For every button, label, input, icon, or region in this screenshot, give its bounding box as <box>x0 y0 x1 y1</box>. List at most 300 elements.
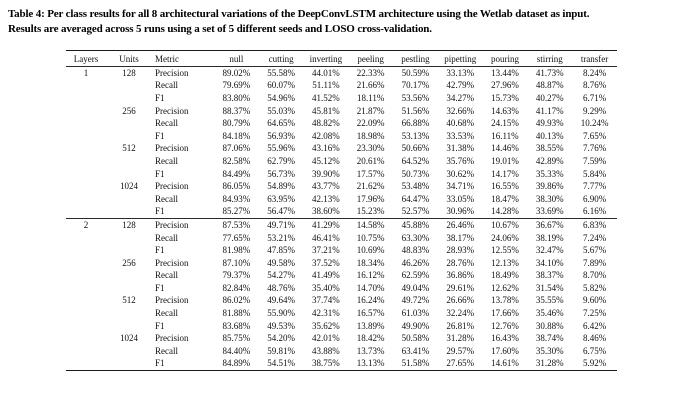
value-cell: 26.81% <box>446 320 475 331</box>
value-cell: 9.29% <box>582 105 607 116</box>
value-cell: 16.55% <box>491 181 519 192</box>
value-cell: 6.83% <box>582 219 607 230</box>
value-cell: 45.81% <box>312 105 340 116</box>
value-cell: 49.58% <box>267 257 296 268</box>
metric-cell: Recall <box>155 193 178 204</box>
layers-cell: 1 <box>83 67 89 78</box>
value-cell: 41.73% <box>535 67 564 78</box>
value-cell: 12.76% <box>491 320 519 331</box>
value-cell: 29.61% <box>446 282 475 293</box>
metric-cell: Recall <box>155 155 178 166</box>
layers-cell <box>66 205 106 218</box>
units-cell <box>106 269 152 282</box>
table-row <box>66 256 617 269</box>
value-cell: 42.13% <box>312 193 340 204</box>
units-cell <box>106 205 152 218</box>
table-caption-line2: Results are averaged across 5 runs using a set of 5 different seeds and LOSO cross-validation. <box>8 23 432 35</box>
value-cell: 8.76% <box>582 80 607 91</box>
value-cell: 61.03% <box>401 308 430 319</box>
layers-cell <box>66 104 106 117</box>
value-cell: 31.38% <box>446 143 475 154</box>
value-cell: 46.41% <box>312 232 340 243</box>
column-header-transfer: transfer <box>580 53 609 64</box>
value-cell: 49.64% <box>267 295 296 306</box>
value-cell: 17.57% <box>356 168 385 179</box>
value-cell: 14.70% <box>356 282 385 293</box>
value-cell: 17.96% <box>356 193 385 204</box>
value-cell: 18.11% <box>356 92 385 103</box>
value-cell: 48.87% <box>535 80 564 91</box>
value-cell: 87.06% <box>222 143 251 154</box>
table-row <box>66 218 617 231</box>
value-cell: 43.16% <box>312 143 340 154</box>
value-cell: 35.76% <box>446 155 475 166</box>
layers-cell <box>66 307 106 320</box>
value-cell: 5.82% <box>582 282 607 293</box>
table-header-row <box>66 51 617 67</box>
table-row <box>66 307 617 320</box>
value-cell: 87.53% <box>222 219 251 230</box>
value-cell: 79.69% <box>222 80 251 91</box>
value-cell: 24.15% <box>491 118 519 129</box>
layers-cell <box>66 117 106 130</box>
value-cell: 5.67% <box>582 245 607 256</box>
value-cell: 51.56% <box>401 105 430 116</box>
value-cell: 6.16% <box>582 206 607 217</box>
value-cell: 13.78% <box>491 295 519 306</box>
value-cell: 53.13% <box>401 130 430 141</box>
units-cell <box>106 92 152 105</box>
table-body <box>66 66 617 370</box>
value-cell: 62.59% <box>401 270 430 281</box>
value-cell: 8.46% <box>582 333 607 344</box>
table-row <box>66 345 617 358</box>
table-row <box>66 66 617 79</box>
value-cell: 42.79% <box>446 80 475 91</box>
column-header-null: null <box>229 53 244 64</box>
layers-cell <box>66 167 106 180</box>
value-cell: 38.55% <box>535 143 564 154</box>
value-cell: 37.74% <box>312 295 340 306</box>
value-cell: 84.93% <box>222 193 251 204</box>
table-caption <box>8 7 679 37</box>
value-cell: 7.59% <box>582 155 607 166</box>
value-cell: 7.24% <box>582 232 607 243</box>
value-cell: 49.90% <box>401 320 430 331</box>
units-cell <box>106 231 152 244</box>
value-cell: 24.06% <box>491 232 519 243</box>
value-cell: 33.53% <box>446 130 475 141</box>
value-cell: 39.86% <box>535 181 564 192</box>
value-cell: 82.58% <box>222 155 251 166</box>
value-cell: 38.19% <box>535 232 564 243</box>
layers-cell <box>66 155 106 168</box>
layers-cell <box>66 282 106 295</box>
value-cell: 49.53% <box>267 320 296 331</box>
value-cell: 84.89% <box>222 358 251 369</box>
table-row <box>66 231 617 244</box>
value-cell: 38.60% <box>312 206 340 217</box>
table-row <box>66 104 617 117</box>
value-cell: 35.62% <box>312 320 340 331</box>
value-cell: 8.24% <box>582 67 607 78</box>
value-cell: 22.33% <box>356 67 385 78</box>
value-cell: 35.30% <box>535 345 564 356</box>
table-row <box>66 294 617 307</box>
table-row <box>66 282 617 295</box>
value-cell: 7.77% <box>582 181 607 192</box>
value-cell: 13.89% <box>356 320 385 331</box>
value-cell: 21.62% <box>356 181 385 192</box>
value-cell: 31.28% <box>535 358 564 369</box>
column-header-stirring: stirring <box>536 53 563 64</box>
value-cell: 18.49% <box>491 270 519 281</box>
layers-cell <box>66 269 106 282</box>
value-cell: 30.62% <box>446 168 475 179</box>
value-cell: 62.79% <box>267 155 296 166</box>
table-caption-line1: Table 4: Per class results for all 8 architectural variations of the DeepConvLSTM architecture using the Wetlab dataset as input. <box>8 8 590 20</box>
units-cell: 128 <box>122 67 136 78</box>
value-cell: 16.24% <box>356 295 385 306</box>
value-cell: 47.85% <box>267 245 296 256</box>
value-cell: 82.84% <box>222 282 251 293</box>
table-row <box>66 205 617 218</box>
value-cell: 55.96% <box>267 143 296 154</box>
metric-cell: F1 <box>155 92 165 103</box>
value-cell: 50.58% <box>401 333 430 344</box>
value-cell: 38.37% <box>535 270 564 281</box>
units-cell <box>106 79 152 92</box>
metric-cell: Precision <box>155 295 189 306</box>
value-cell: 38.75% <box>312 358 340 369</box>
value-cell: 8.70% <box>582 270 607 281</box>
value-cell: 64.65% <box>267 118 296 129</box>
value-cell: 35.55% <box>535 295 564 306</box>
value-cell: 35.40% <box>312 282 340 293</box>
layers-cell: 2 <box>83 219 89 230</box>
value-cell: 6.75% <box>582 345 607 356</box>
value-cell: 45.12% <box>312 155 340 166</box>
column-header-pipetting: pipetting <box>444 53 477 64</box>
value-cell: 48.76% <box>267 282 296 293</box>
metric-cell: Recall <box>155 118 178 129</box>
metric-cell: Precision <box>155 181 189 192</box>
column-header-peeling: peeling <box>357 53 384 64</box>
value-cell: 87.10% <box>222 257 251 268</box>
metric-cell: F1 <box>155 168 165 179</box>
units-cell: 256 <box>122 257 136 268</box>
value-cell: 27.96% <box>491 80 519 91</box>
metric-cell: Recall <box>155 308 178 319</box>
table-row <box>66 180 617 193</box>
layers-cell <box>66 231 106 244</box>
value-cell: 37.52% <box>312 257 340 268</box>
table-row <box>66 332 617 345</box>
layers-cell <box>66 332 106 345</box>
units-cell <box>106 357 152 370</box>
metric-cell: F1 <box>155 282 165 293</box>
value-cell: 28.76% <box>446 257 475 268</box>
units-cell: 256 <box>122 105 136 116</box>
value-cell: 32.47% <box>535 245 564 256</box>
value-cell: 81.98% <box>222 245 251 256</box>
column-header-cutting: cutting <box>268 53 294 64</box>
value-cell: 41.52% <box>312 92 340 103</box>
value-cell: 13.13% <box>356 358 385 369</box>
units-cell <box>106 319 152 332</box>
value-cell: 41.49% <box>312 270 340 281</box>
value-cell: 6.71% <box>582 92 607 103</box>
metric-cell: Precision <box>155 105 189 116</box>
value-cell: 33.05% <box>446 193 475 204</box>
value-cell: 64.52% <box>401 155 430 166</box>
value-cell: 54.51% <box>267 358 296 369</box>
value-cell: 89.02% <box>222 67 251 78</box>
value-cell: 49.72% <box>401 295 430 306</box>
metric-cell: Precision <box>155 333 189 344</box>
value-cell: 85.27% <box>222 206 251 217</box>
value-cell: 64.47% <box>401 193 430 204</box>
units-cell: 512 <box>122 295 136 306</box>
value-cell: 19.01% <box>491 155 519 166</box>
value-cell: 86.05% <box>222 181 251 192</box>
metric-cell: Recall <box>155 80 178 91</box>
value-cell: 14.28% <box>491 206 519 217</box>
value-cell: 5.84% <box>582 168 607 179</box>
value-cell: 18.34% <box>356 257 385 268</box>
value-cell: 32.24% <box>446 308 475 319</box>
value-cell: 42.31% <box>312 308 340 319</box>
units-cell <box>106 345 152 358</box>
value-cell: 39.90% <box>312 168 340 179</box>
units-cell <box>106 155 152 168</box>
value-cell: 35.46% <box>535 308 564 319</box>
value-cell: 83.68% <box>222 320 251 331</box>
value-cell: 18.42% <box>356 333 385 344</box>
value-cell: 50.59% <box>401 67 430 78</box>
table-row <box>66 319 617 332</box>
value-cell: 88.37% <box>222 105 251 116</box>
value-cell: 85.75% <box>222 333 251 344</box>
value-cell: 9.60% <box>582 295 607 306</box>
value-cell: 21.66% <box>356 80 385 91</box>
table-row <box>66 167 617 180</box>
metric-cell: Precision <box>155 257 189 268</box>
value-cell: 10.24% <box>580 118 609 129</box>
value-cell: 16.12% <box>356 270 385 281</box>
metric-cell: Recall <box>155 232 178 243</box>
value-cell: 12.62% <box>491 282 519 293</box>
value-cell: 18.47% <box>491 193 519 204</box>
value-cell: 49.93% <box>535 118 564 129</box>
value-cell: 46.26% <box>401 257 430 268</box>
layers-cell <box>66 256 106 269</box>
value-cell: 15.23% <box>356 206 385 217</box>
value-cell: 80.79% <box>222 118 251 129</box>
value-cell: 16.11% <box>491 130 519 141</box>
value-cell: 43.77% <box>312 181 340 192</box>
layers-cell <box>66 79 106 92</box>
value-cell: 33.69% <box>535 206 564 217</box>
value-cell: 23.30% <box>356 143 385 154</box>
value-cell: 53.56% <box>401 92 430 103</box>
column-header-layers: Layers <box>73 53 99 64</box>
value-cell: 16.43% <box>491 333 519 344</box>
value-cell: 6.90% <box>582 193 607 204</box>
value-cell: 13.44% <box>491 67 519 78</box>
value-cell: 60.07% <box>267 80 296 91</box>
units-cell: 128 <box>122 219 136 230</box>
value-cell: 12.55% <box>491 245 519 256</box>
layers-cell <box>66 319 106 332</box>
value-cell: 37.21% <box>312 245 340 256</box>
table-row <box>66 142 617 155</box>
units-cell <box>106 282 152 295</box>
units-cell <box>106 167 152 180</box>
value-cell: 22.09% <box>356 118 385 129</box>
units-cell <box>106 307 152 320</box>
value-cell: 30.88% <box>535 320 564 331</box>
value-cell: 20.61% <box>356 155 385 166</box>
per-class-results-table <box>66 50 617 371</box>
value-cell: 79.37% <box>222 270 251 281</box>
value-cell: 42.08% <box>312 130 340 141</box>
metric-cell: F1 <box>155 130 165 141</box>
metric-cell: F1 <box>155 358 165 369</box>
value-cell: 52.57% <box>401 206 430 217</box>
value-cell: 14.46% <box>491 143 519 154</box>
value-cell: 45.88% <box>401 219 430 230</box>
value-cell: 5.92% <box>582 358 607 369</box>
value-cell: 31.54% <box>535 282 564 293</box>
value-cell: 42.89% <box>535 155 564 166</box>
value-cell: 15.73% <box>491 92 519 103</box>
table-row <box>66 269 617 282</box>
units-cell: 1024 <box>120 181 138 192</box>
value-cell: 17.66% <box>491 308 519 319</box>
metric-cell: F1 <box>155 320 165 331</box>
value-cell: 84.40% <box>222 345 251 356</box>
value-cell: 40.68% <box>446 118 475 129</box>
layers-cell <box>66 345 106 358</box>
value-cell: 84.18% <box>222 130 251 141</box>
value-cell: 10.69% <box>356 245 385 256</box>
value-cell: 14.61% <box>491 358 519 369</box>
value-cell: 36.67% <box>535 219 564 230</box>
value-cell: 40.27% <box>535 92 564 103</box>
value-cell: 50.73% <box>401 168 430 179</box>
value-cell: 16.57% <box>356 308 385 319</box>
value-cell: 53.21% <box>267 232 296 243</box>
value-cell: 55.58% <box>267 67 296 78</box>
value-cell: 14.58% <box>356 219 385 230</box>
table-row <box>66 117 617 130</box>
value-cell: 63.95% <box>267 193 296 204</box>
value-cell: 32.66% <box>446 105 475 116</box>
value-cell: 48.83% <box>401 245 430 256</box>
value-cell: 84.49% <box>222 168 251 179</box>
value-cell: 38.74% <box>535 333 564 344</box>
value-cell: 42.01% <box>312 333 340 344</box>
table-row <box>66 129 617 142</box>
table-header <box>66 51 617 67</box>
units-cell <box>106 244 152 257</box>
value-cell: 55.03% <box>267 105 296 116</box>
column-header-inverting: inverting <box>309 53 343 64</box>
value-cell: 14.63% <box>491 105 519 116</box>
value-cell: 51.58% <box>401 358 430 369</box>
value-cell: 44.01% <box>312 67 340 78</box>
metric-cell: Precision <box>155 67 189 78</box>
value-cell: 7.25% <box>582 308 607 319</box>
metric-cell: F1 <box>155 206 165 217</box>
column-header-pestling: pestling <box>401 53 430 64</box>
value-cell: 10.67% <box>491 219 519 230</box>
value-cell: 30.96% <box>446 206 475 217</box>
value-cell: 41.17% <box>535 105 564 116</box>
value-cell: 40.13% <box>535 130 564 141</box>
value-cell: 31.28% <box>446 333 475 344</box>
layers-cell <box>66 129 106 142</box>
metric-cell: F1 <box>155 245 165 256</box>
column-header-pouring: pouring <box>490 53 519 64</box>
metric-cell: Recall <box>155 345 178 356</box>
value-cell: 14.17% <box>491 168 519 179</box>
value-cell: 77.65% <box>222 232 251 243</box>
value-cell: 70.17% <box>401 80 430 91</box>
value-cell: 7.76% <box>582 143 607 154</box>
value-cell: 21.87% <box>356 105 385 116</box>
layers-cell <box>66 192 106 205</box>
value-cell: 56.93% <box>267 130 296 141</box>
value-cell: 54.96% <box>267 92 296 103</box>
value-cell: 48.82% <box>312 118 340 129</box>
value-cell: 34.27% <box>446 92 475 103</box>
value-cell: 66.88% <box>401 118 430 129</box>
value-cell: 38.17% <box>446 232 475 243</box>
units-cell <box>106 117 152 130</box>
units-cell <box>106 192 152 205</box>
value-cell: 63.41% <box>401 345 430 356</box>
value-cell: 55.90% <box>267 308 296 319</box>
value-cell: 54.27% <box>267 270 296 281</box>
metric-cell: Precision <box>155 219 189 230</box>
table-row <box>66 357 617 370</box>
value-cell: 33.13% <box>446 67 475 78</box>
layers-cell <box>66 357 106 370</box>
value-cell: 34.10% <box>535 257 564 268</box>
value-cell: 6.42% <box>582 320 607 331</box>
layers-cell <box>66 294 106 307</box>
value-cell: 34.71% <box>446 181 475 192</box>
metric-cell: Recall <box>155 270 178 281</box>
table-row <box>66 244 617 257</box>
value-cell: 27.65% <box>446 358 475 369</box>
value-cell: 50.66% <box>401 143 430 154</box>
value-cell: 17.60% <box>491 345 519 356</box>
value-cell: 29.57% <box>446 345 475 356</box>
value-cell: 38.30% <box>535 193 564 204</box>
units-cell: 1024 <box>120 333 138 344</box>
value-cell: 59.81% <box>267 345 296 356</box>
value-cell: 81.88% <box>222 308 251 319</box>
metric-cell: Precision <box>155 143 189 154</box>
units-cell <box>106 129 152 142</box>
value-cell: 56.47% <box>267 206 296 217</box>
value-cell: 83.80% <box>222 92 251 103</box>
value-cell: 26.46% <box>446 219 475 230</box>
value-cell: 43.88% <box>312 345 340 356</box>
